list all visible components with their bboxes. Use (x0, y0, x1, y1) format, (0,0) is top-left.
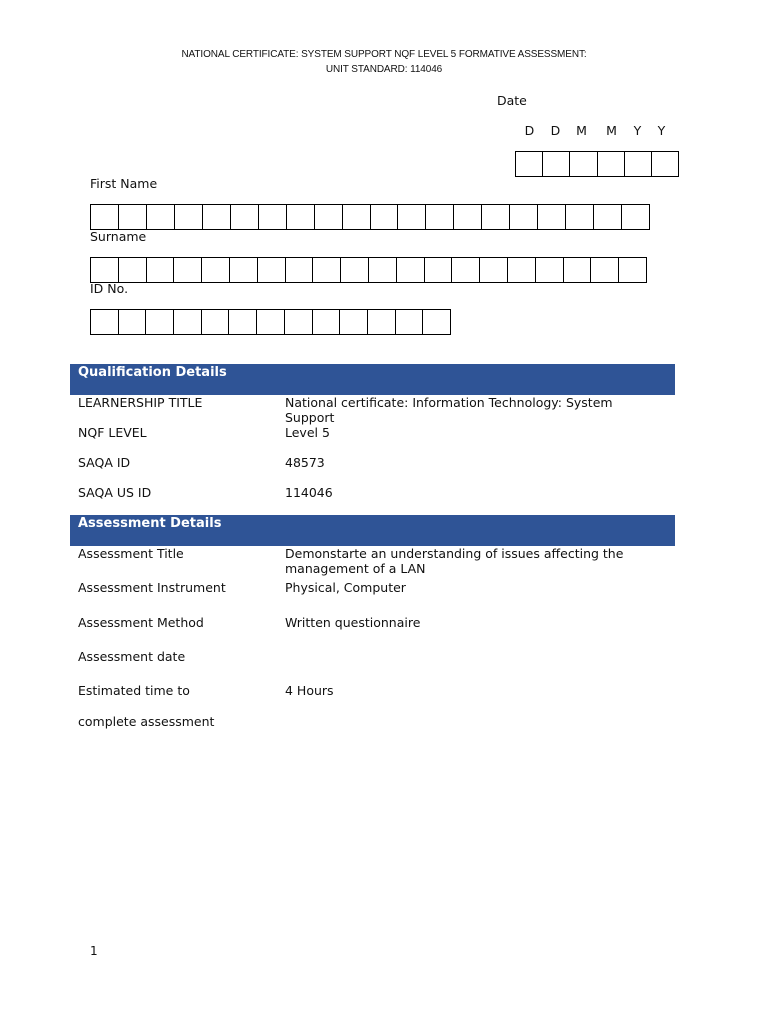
surname-box[interactable] (480, 258, 508, 282)
surname-box[interactable] (230, 258, 258, 282)
date-box[interactable] (543, 152, 570, 176)
estimated-time-value: 4 Hours (285, 683, 334, 698)
surname-box[interactable] (591, 258, 619, 282)
saqa-id-value: 48573 (285, 455, 325, 470)
document-header (0, 47, 768, 77)
estimated-time-label: Estimated time to (78, 683, 190, 698)
first-name-box[interactable] (315, 205, 343, 229)
assessment-instrument-label: Assessment Instrument (78, 580, 226, 595)
id-no-box[interactable] (257, 310, 285, 334)
first-name-label: First Name (90, 176, 158, 191)
id-no-box[interactable] (91, 310, 119, 334)
nqf-level-label: NQF LEVEL (78, 425, 147, 440)
date-box[interactable] (516, 152, 543, 176)
id-no-box[interactable] (368, 310, 396, 334)
qualification-details-header (70, 364, 675, 395)
surname-label: Surname (90, 229, 147, 244)
first-name-box[interactable] (203, 205, 231, 229)
assessment-method-value: Written questionnaire (285, 615, 421, 630)
surname-box[interactable] (258, 258, 286, 282)
header-line-2: UNIT STANDARD: 114046 (325, 64, 443, 75)
date-box[interactable] (570, 152, 597, 176)
first-name-box[interactable] (119, 205, 147, 229)
surname-box[interactable] (564, 258, 592, 282)
surname-box[interactable] (313, 258, 341, 282)
assessment-instrument-value: Physical, Computer (285, 580, 406, 595)
qualification-details-title: Qualification Details (78, 365, 227, 380)
first-name-box[interactable] (371, 205, 399, 229)
surname-box[interactable] (397, 258, 425, 282)
first-name-boxes[interactable] (90, 204, 650, 230)
id-no-box[interactable] (340, 310, 368, 334)
surname-box[interactable] (174, 258, 202, 282)
assessment-details-title: Assessment Details (78, 516, 222, 531)
surname-boxes[interactable] (90, 257, 647, 283)
surname-box[interactable] (341, 258, 369, 282)
page-number: 1 (90, 944, 98, 958)
first-name-box[interactable] (91, 205, 119, 229)
surname-box[interactable] (119, 258, 147, 282)
saqa-us-id-label: SAQA US ID (78, 485, 152, 500)
id-no-box[interactable] (146, 310, 174, 334)
first-name-box[interactable] (398, 205, 426, 229)
date-box[interactable] (652, 152, 678, 176)
id-no-box[interactable] (313, 310, 341, 334)
id-no-box[interactable] (229, 310, 257, 334)
id-no-box[interactable] (119, 310, 147, 334)
assessment-details-header (70, 515, 675, 546)
surname-box[interactable] (91, 258, 119, 282)
date-letter-y1: Y (633, 123, 642, 138)
first-name-box[interactable] (175, 205, 203, 229)
date-box[interactable] (625, 152, 652, 176)
id-no-box[interactable] (285, 310, 313, 334)
assessment-title-label: Assessment Title (78, 546, 184, 561)
saqa-id-label: SAQA ID (78, 455, 131, 470)
first-name-box[interactable] (594, 205, 622, 229)
first-name-box[interactable] (426, 205, 454, 229)
id-no-label: ID No. (90, 281, 129, 296)
header-line-1: NATIONAL CERTIFICATE: SYSTEM SUPPORT NQF LEVEL 5 FORMATIVE ASSESSMENT: (181, 49, 587, 60)
surname-box[interactable] (286, 258, 314, 282)
surname-box[interactable] (619, 258, 646, 282)
first-name-box[interactable] (538, 205, 566, 229)
nqf-level-value: Level 5 (285, 425, 330, 440)
date-label: Date (497, 93, 527, 108)
id-no-boxes[interactable] (90, 309, 451, 335)
date-box[interactable] (598, 152, 625, 176)
surname-box[interactable] (425, 258, 453, 282)
id-no-box[interactable] (423, 310, 450, 334)
first-name-box[interactable] (147, 205, 175, 229)
assessment-title-value: Demonstarte an understanding of issues affecting the management of a LAN (285, 546, 624, 576)
surname-box[interactable] (147, 258, 175, 282)
saqa-us-id-value: 114046 (285, 485, 333, 500)
first-name-box[interactable] (482, 205, 510, 229)
first-name-box[interactable] (622, 205, 649, 229)
assessment-date-label: Assessment date (78, 649, 186, 664)
id-no-box[interactable] (396, 310, 424, 334)
date-letter-d1: D (524, 123, 535, 138)
date-letter-d2: D (550, 123, 561, 138)
learnership-title-label: LEARNERSHIP TITLE (78, 395, 203, 410)
learnership-title-value: National certificate: Information Technology: System Support (285, 395, 613, 425)
surname-box[interactable] (536, 258, 564, 282)
id-no-box[interactable] (202, 310, 230, 334)
first-name-box[interactable] (510, 205, 538, 229)
date-boxes[interactable] (515, 151, 679, 177)
date-letter-m2: M (606, 123, 617, 138)
surname-box[interactable] (369, 258, 397, 282)
date-letter-m1: M (576, 123, 587, 138)
complete-assessment-label: complete assessment (78, 714, 215, 729)
first-name-box[interactable] (287, 205, 315, 229)
surname-box[interactable] (452, 258, 480, 282)
assessment-method-label: Assessment Method (78, 615, 204, 630)
first-name-box[interactable] (566, 205, 594, 229)
date-letter-y2: Y (657, 123, 666, 138)
surname-box[interactable] (202, 258, 230, 282)
surname-box[interactable] (508, 258, 536, 282)
first-name-box[interactable] (343, 205, 371, 229)
first-name-box[interactable] (454, 205, 482, 229)
id-no-box[interactable] (174, 310, 202, 334)
first-name-box[interactable] (231, 205, 259, 229)
first-name-box[interactable] (259, 205, 287, 229)
